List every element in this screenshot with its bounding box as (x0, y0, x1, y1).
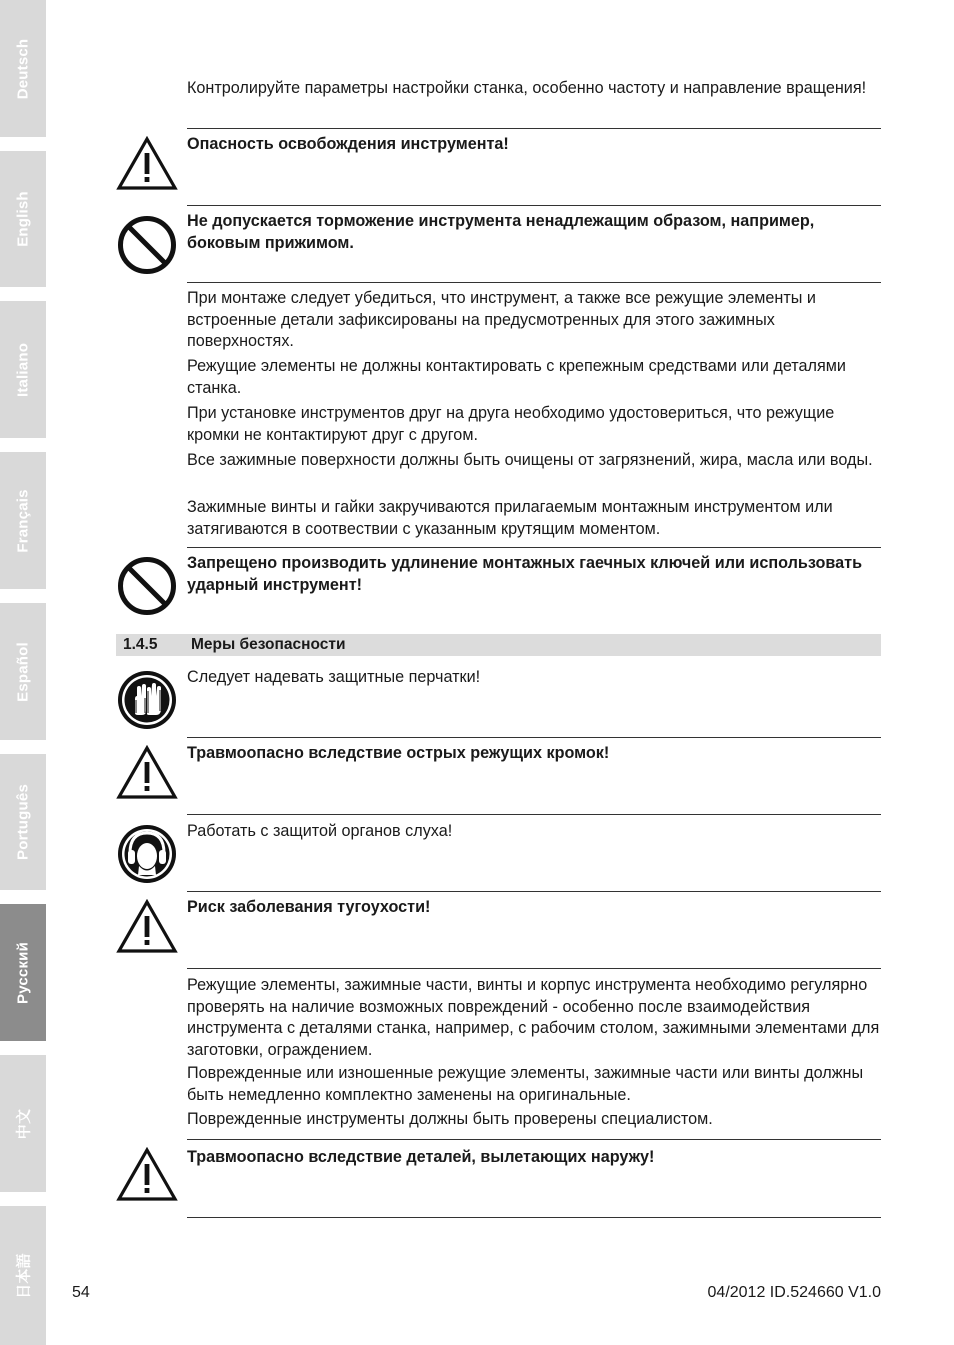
prohibition-icon (116, 555, 178, 617)
tab-label: Português (14, 784, 32, 860)
paragraph: При монтаже следует убедиться, что инструмент, а также все режущие элементы и встроенные детали зафиксированы на предусмотренных для этого зажимных поверхностях. (187, 289, 816, 350)
paragraph: Контролируйте параметры настройки станка, особенно частоту и направление вращения! (187, 79, 867, 97)
paragraph: При установке инструментов друг на друга необходимо удостовериться, что режущие кромки не контактируют друг с другом. (187, 404, 835, 444)
paragraph: Режущие элементы не должны контактировать с крепежным средствами или деталями станка. (187, 357, 846, 397)
warning-text: Травмоопасно вследствие деталей, вылетающих наружу! (187, 1148, 655, 1166)
prohibition-icon (116, 214, 178, 276)
paragraph: Режущие элементы, зажимные части, винты и корпус инструмента необходимо регулярно проверять на наличие возможных повреждений - особенно после взаимодействия инструмента с деталями станка, например, с рабочим столом, зажимными элементами для заготовки, ограждением. (187, 976, 880, 1059)
warning-triangle-icon (116, 1147, 178, 1209)
tab-label: Español (14, 641, 32, 702)
warning-triangle-icon (116, 136, 178, 198)
warning-text: Не допускается торможение инструмента ненадлежащим образом, например, боковым прижимом. (187, 212, 815, 252)
tab-label: Русский (14, 941, 32, 1004)
ear-protection-icon (116, 823, 178, 885)
page-number: 54 (72, 1284, 90, 1301)
paragraph: Все зажимные поверхности должны быть очищены от загрязнений, жира, масла или воды. (187, 451, 873, 469)
paragraph: Работать с защитой органов слуха! (187, 822, 453, 840)
warning-triangle-icon (116, 899, 178, 961)
tab-label: Italiano (14, 342, 32, 397)
divider (187, 282, 881, 283)
tab-russian[interactable] (0, 904, 46, 1041)
tab-english[interactable] (0, 151, 46, 287)
tab-chinese[interactable] (0, 1055, 46, 1192)
section-heading (116, 634, 881, 656)
tab-japanese[interactable] (0, 1206, 46, 1345)
warning-triangle-icon (116, 745, 178, 807)
tab-francais[interactable] (0, 452, 46, 589)
divider (187, 1217, 881, 1218)
warning-text: Риск заболевания тугоухости! (187, 898, 431, 916)
language-tabs (0, 0, 46, 1345)
divider (187, 205, 881, 206)
divider (187, 814, 881, 815)
warning-text: Опасность освобождения инструмента! (187, 135, 509, 153)
paragraph: Следует надевать защитные перчатки! (187, 668, 481, 686)
divider (187, 891, 881, 892)
divider (187, 1139, 881, 1140)
tab-label: Deutsch (14, 38, 32, 99)
warning-text: Запрещено производить удлинение монтажных гаечных ключей или использовать ударный инструмент! (187, 554, 863, 594)
tab-deutsch[interactable] (0, 0, 46, 137)
paragraph: Поврежденные инструменты должны быть проверены специалистом. (187, 1110, 713, 1128)
divider (187, 737, 881, 738)
warning-text: Травмоопасно вследствие острых режущих кромок! (187, 744, 610, 762)
paragraph: Зажимные винты и гайки закручиваются прилагаемым монтажным инструментом или затягиваются в соотвествии с указанным крутящим моментом. (187, 498, 833, 538)
document-id: 04/2012 ID.524660 V1.0 (707, 1284, 881, 1301)
tab-espanol[interactable] (0, 603, 46, 740)
tab-portugues[interactable] (0, 754, 46, 890)
divider (187, 128, 881, 129)
tab-label: 日本語 (15, 1252, 33, 1299)
section-title: Меры безопасности (191, 636, 346, 653)
tab-label: Français (14, 488, 32, 553)
tab-italiano[interactable] (0, 301, 46, 438)
gloves-icon (116, 669, 178, 731)
tab-label: English (14, 191, 32, 247)
divider (187, 547, 881, 548)
tab-label: 中文 (15, 1108, 33, 1139)
section-number: 1.4.5 (123, 636, 158, 653)
paragraph: Поврежденные или изношенные режущие элементы, зажимные части или винты должны быть немедленно комплектно заменены на оригинальные. (187, 1064, 864, 1104)
divider (187, 968, 881, 969)
